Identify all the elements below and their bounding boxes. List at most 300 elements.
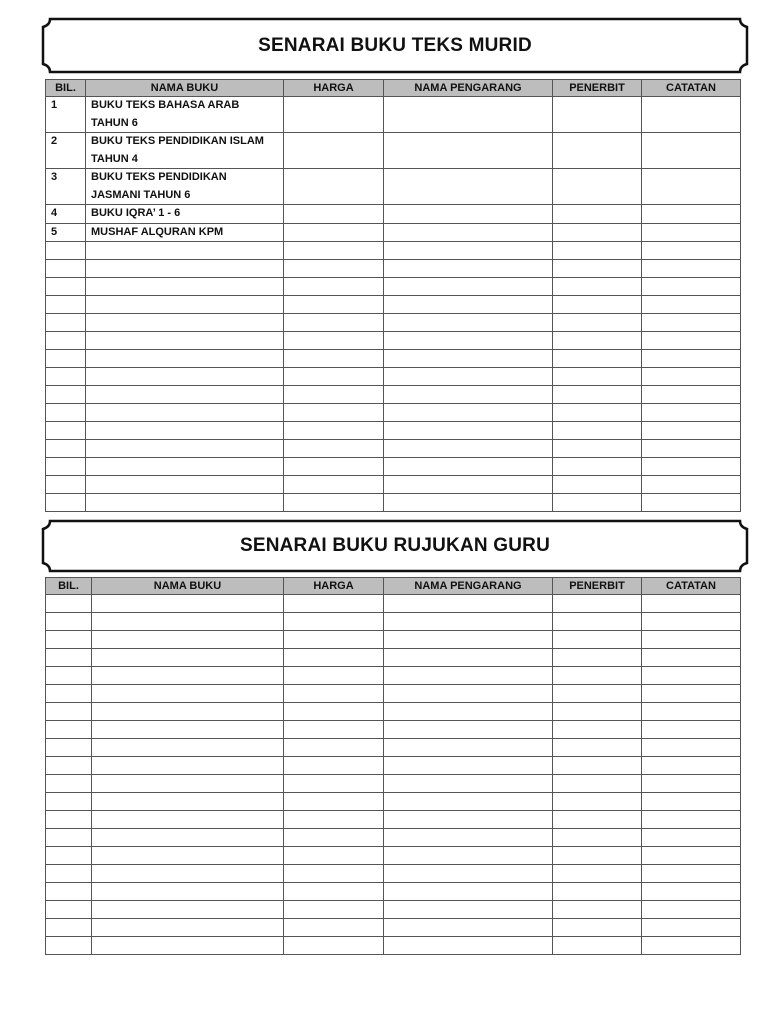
cell-nama-pengarang (384, 667, 553, 685)
cell-penerbit (553, 278, 642, 296)
table-row (46, 169, 741, 205)
cell-catatan (642, 332, 741, 350)
table-row (46, 205, 741, 224)
table-row (46, 386, 741, 404)
table-row (46, 649, 741, 667)
cell-nama-buku (92, 811, 284, 829)
cell-harga (284, 613, 384, 631)
cell-harga (284, 223, 384, 242)
cell-penerbit (553, 97, 642, 133)
cell-harga (284, 883, 384, 901)
cell-nama-pengarang (384, 793, 553, 811)
cell-bil (46, 350, 86, 368)
table-header-row (46, 80, 741, 97)
cell-nama-pengarang (384, 721, 553, 739)
cell-bil (46, 332, 86, 350)
cell-harga (284, 422, 384, 440)
cell-nama-pengarang (384, 685, 553, 703)
table-row (46, 242, 741, 260)
table-row (46, 883, 741, 901)
cell-bil (46, 739, 92, 757)
cell-nama-pengarang (384, 350, 553, 368)
cell-catatan (642, 133, 741, 169)
cell-harga (284, 811, 384, 829)
cell-bil (46, 494, 86, 512)
table-row (46, 133, 741, 169)
cell-harga (284, 937, 384, 955)
cell-nama-pengarang (384, 829, 553, 847)
cell-harga (284, 350, 384, 368)
cell-nama-buku (92, 919, 284, 937)
cell-catatan (642, 685, 741, 703)
cell-nama-pengarang (384, 458, 553, 476)
cell-catatan (642, 775, 741, 793)
cell-catatan (642, 865, 741, 883)
cell-harga (284, 595, 384, 613)
cell-catatan (642, 476, 741, 494)
cell-harga (284, 386, 384, 404)
cell-penerbit (553, 631, 642, 649)
cell-harga (284, 793, 384, 811)
cell-nama-buku (86, 494, 284, 512)
cell-catatan (642, 260, 741, 278)
cell-nama-buku (92, 901, 284, 919)
cell-nama-pengarang (384, 739, 553, 757)
table-row (46, 721, 741, 739)
cell-bil (46, 757, 92, 775)
cell-penerbit (553, 205, 642, 224)
cell-bil (46, 476, 86, 494)
column-header-penerbit: PENERBIT (553, 80, 642, 97)
textbook-table (45, 79, 741, 512)
cell-penerbit (553, 133, 642, 169)
table-row (46, 685, 741, 703)
table-row (46, 404, 741, 422)
cell-penerbit (553, 703, 642, 721)
cell-harga (284, 368, 384, 386)
cell-harga (284, 919, 384, 937)
column-header-catatan: CATATAN (642, 80, 741, 97)
section-banner-guru (40, 519, 750, 573)
table-row (46, 422, 741, 440)
cell-penerbit (553, 739, 642, 757)
column-header-nama-buku: NAMA BUKU (86, 80, 284, 97)
cell-penerbit (553, 476, 642, 494)
cell-harga (284, 296, 384, 314)
cell-harga (284, 242, 384, 260)
cell-penerbit (553, 757, 642, 775)
cell-catatan (642, 368, 741, 386)
table-row (46, 847, 741, 865)
cell-harga (284, 133, 384, 169)
cell-nama-pengarang (384, 703, 553, 721)
cell-nama-buku (86, 350, 284, 368)
cell-catatan (642, 883, 741, 901)
table-row (46, 97, 741, 133)
cell-bil (46, 242, 86, 260)
column-header-bil: BIL. (46, 80, 86, 97)
cell-bil (46, 703, 92, 721)
cell-penerbit (553, 169, 642, 205)
cell-harga (284, 476, 384, 494)
section-title: SENARAI BUKU RUJUKAN GURU (239, 535, 551, 556)
table-row (46, 703, 741, 721)
cell-nama-pengarang (384, 97, 553, 133)
cell-nama-buku (86, 260, 284, 278)
cell-catatan (642, 595, 741, 613)
cell-harga (284, 260, 384, 278)
cell-nama-buku (86, 422, 284, 440)
cell-bil (46, 937, 92, 955)
cell-nama-buku: BUKU TEKS PENDIDIKAN ISLAM TAHUN 4 (86, 133, 284, 169)
cell-nama-pengarang (384, 775, 553, 793)
cell-bil (46, 278, 86, 296)
cell-nama-buku (86, 368, 284, 386)
cell-penerbit (553, 793, 642, 811)
cell-penerbit (553, 314, 642, 332)
cell-nama-pengarang (384, 242, 553, 260)
cell-nama-buku (86, 386, 284, 404)
table-row (46, 919, 741, 937)
cell-harga (284, 829, 384, 847)
cell-catatan (642, 296, 741, 314)
cell-nama-buku (92, 667, 284, 685)
cell-penerbit (553, 296, 642, 314)
cell-bil: 1 (46, 97, 86, 133)
column-header-harga: HARGA (284, 578, 384, 595)
cell-penerbit (553, 494, 642, 512)
cell-penerbit (553, 667, 642, 685)
cell-penerbit (553, 458, 642, 476)
cell-harga (284, 332, 384, 350)
cell-nama-buku: MUSHAF ALQURAN KPM (86, 223, 284, 242)
table-header-row (46, 578, 741, 595)
cell-nama-pengarang (384, 223, 553, 242)
cell-penerbit (553, 883, 642, 901)
cell-harga (284, 739, 384, 757)
cell-bil (46, 811, 92, 829)
cell-catatan (642, 919, 741, 937)
cell-bil (46, 883, 92, 901)
cell-catatan (642, 205, 741, 224)
cell-nama-buku (92, 595, 284, 613)
cell-nama-buku (92, 613, 284, 631)
cell-nama-buku (86, 440, 284, 458)
cell-nama-buku: BUKU IQRA’ 1 - 6 (86, 205, 284, 224)
cell-catatan (642, 613, 741, 631)
table-row (46, 937, 741, 955)
cell-bil (46, 440, 86, 458)
cell-catatan (642, 631, 741, 649)
cell-harga (284, 703, 384, 721)
cell-bil (46, 685, 92, 703)
cell-nama-pengarang (384, 595, 553, 613)
cell-nama-pengarang (384, 386, 553, 404)
table-row (46, 757, 741, 775)
cell-nama-pengarang (384, 494, 553, 512)
cell-nama-pengarang (384, 278, 553, 296)
cell-nama-pengarang (384, 422, 553, 440)
cell-catatan (642, 242, 741, 260)
cell-harga (284, 901, 384, 919)
cell-bil (46, 901, 92, 919)
table-row (46, 260, 741, 278)
table-row (46, 368, 741, 386)
cell-catatan (642, 667, 741, 685)
column-header-catatan: CATATAN (642, 578, 741, 595)
cell-nama-buku (92, 775, 284, 793)
cell-nama-buku (92, 847, 284, 865)
cell-bil (46, 667, 92, 685)
cell-catatan (642, 494, 741, 512)
cell-catatan (642, 811, 741, 829)
cell-catatan (642, 350, 741, 368)
cell-catatan (642, 937, 741, 955)
column-header-nama-pengarang: NAMA PENGARANG (384, 578, 553, 595)
cell-harga (284, 721, 384, 739)
cell-nama-pengarang (384, 937, 553, 955)
cell-catatan (642, 422, 741, 440)
cell-nama-pengarang (384, 332, 553, 350)
cell-bil (46, 649, 92, 667)
cell-harga (284, 757, 384, 775)
cell-nama-pengarang (384, 314, 553, 332)
table-row (46, 739, 741, 757)
cell-bil (46, 613, 92, 631)
cell-bil (46, 865, 92, 883)
cell-nama-buku (92, 793, 284, 811)
cell-penerbit (553, 332, 642, 350)
cell-bil: 4 (46, 205, 86, 224)
cell-nama-buku (92, 649, 284, 667)
cell-penerbit (553, 901, 642, 919)
cell-penerbit (553, 811, 642, 829)
cell-harga (284, 494, 384, 512)
cell-bil (46, 847, 92, 865)
cell-nama-buku (92, 757, 284, 775)
cell-nama-buku (86, 242, 284, 260)
cell-bil: 3 (46, 169, 86, 205)
cell-bil (46, 314, 86, 332)
cell-penerbit (553, 223, 642, 242)
cell-nama-pengarang (384, 847, 553, 865)
cell-nama-pengarang (384, 440, 553, 458)
section-title: SENARAI BUKU TEKS MURID (258, 34, 532, 56)
cell-harga (284, 458, 384, 476)
cell-nama-buku (92, 883, 284, 901)
cell-bil (46, 404, 86, 422)
table-row (46, 613, 741, 631)
cell-catatan (642, 829, 741, 847)
cell-penerbit (553, 386, 642, 404)
table-row (46, 350, 741, 368)
cell-bil (46, 368, 86, 386)
cell-nama-buku (86, 314, 284, 332)
cell-penerbit (553, 260, 642, 278)
cell-catatan (642, 721, 741, 739)
cell-harga (284, 169, 384, 205)
cell-nama-pengarang (384, 883, 553, 901)
cell-nama-pengarang (384, 631, 553, 649)
cell-penerbit (553, 649, 642, 667)
table-row (46, 829, 741, 847)
cell-penerbit (553, 242, 642, 260)
table-row (46, 296, 741, 314)
cell-catatan (642, 97, 741, 133)
cell-nama-pengarang (384, 260, 553, 278)
table-row (46, 901, 741, 919)
cell-penerbit (553, 422, 642, 440)
cell-harga (284, 685, 384, 703)
table-row (46, 667, 741, 685)
cell-penerbit (553, 595, 642, 613)
cell-bil (46, 775, 92, 793)
cell-penerbit (553, 919, 642, 937)
cell-nama-pengarang (384, 404, 553, 422)
cell-nama-buku (86, 476, 284, 494)
cell-catatan (642, 169, 741, 205)
cell-nama-pengarang (384, 169, 553, 205)
cell-nama-buku (86, 296, 284, 314)
cell-nama-pengarang (384, 205, 553, 224)
cell-catatan (642, 739, 741, 757)
column-header-harga: HARGA (284, 80, 384, 97)
cell-penerbit (553, 865, 642, 883)
cell-bil: 2 (46, 133, 86, 169)
cell-nama-buku (92, 721, 284, 739)
cell-penerbit (553, 404, 642, 422)
table-row (46, 314, 741, 332)
cell-nama-pengarang (384, 757, 553, 775)
cell-nama-buku (92, 937, 284, 955)
table-row (46, 223, 741, 242)
cell-nama-pengarang (384, 476, 553, 494)
cell-penerbit (553, 829, 642, 847)
table-row (46, 278, 741, 296)
cell-catatan (642, 847, 741, 865)
cell-nama-buku (92, 865, 284, 883)
cell-catatan (642, 386, 741, 404)
cell-bil (46, 386, 86, 404)
cell-bil (46, 296, 86, 314)
table-row (46, 793, 741, 811)
cell-nama-buku (86, 332, 284, 350)
cell-nama-pengarang (384, 613, 553, 631)
table-row (46, 476, 741, 494)
cell-catatan (642, 223, 741, 242)
cell-harga (284, 667, 384, 685)
cell-bil (46, 260, 86, 278)
table-row (46, 440, 741, 458)
cell-nama-pengarang (384, 133, 553, 169)
cell-nama-pengarang (384, 296, 553, 314)
cell-nama-buku (92, 685, 284, 703)
cell-nama-pengarang (384, 368, 553, 386)
cell-harga (284, 847, 384, 865)
table-row (46, 775, 741, 793)
cell-catatan (642, 793, 741, 811)
cell-catatan (642, 649, 741, 667)
cell-bil (46, 422, 86, 440)
cell-nama-buku (86, 404, 284, 422)
column-header-penerbit: PENERBIT (553, 578, 642, 595)
cell-nama-pengarang (384, 901, 553, 919)
cell-penerbit (553, 937, 642, 955)
reference-book-table (45, 577, 741, 955)
cell-nama-buku (86, 458, 284, 476)
cell-nama-buku (92, 703, 284, 721)
table-row (46, 458, 741, 476)
cell-catatan (642, 404, 741, 422)
cell-penerbit (553, 613, 642, 631)
cell-nama-buku (92, 829, 284, 847)
section-banner-murid (40, 17, 750, 74)
column-header-nama-buku: NAMA BUKU (92, 578, 284, 595)
cell-penerbit (553, 368, 642, 386)
cell-catatan (642, 278, 741, 296)
cell-catatan (642, 458, 741, 476)
cell-harga (284, 205, 384, 224)
table-row (46, 631, 741, 649)
cell-nama-buku: BUKU TEKS BAHASA ARAB TAHUN 6 (86, 97, 284, 133)
cell-catatan (642, 703, 741, 721)
cell-bil (46, 631, 92, 649)
cell-bil (46, 458, 86, 476)
cell-catatan (642, 901, 741, 919)
cell-catatan (642, 440, 741, 458)
cell-penerbit (553, 847, 642, 865)
table-row (46, 865, 741, 883)
cell-nama-pengarang (384, 865, 553, 883)
cell-nama-buku (92, 631, 284, 649)
table-row (46, 811, 741, 829)
cell-penerbit (553, 721, 642, 739)
cell-nama-buku: BUKU TEKS PENDIDIKAN JASMANI TAHUN 6 (86, 169, 284, 205)
cell-nama-buku (92, 739, 284, 757)
cell-harga (284, 314, 384, 332)
cell-penerbit (553, 350, 642, 368)
cell-penerbit (553, 440, 642, 458)
cell-bil (46, 919, 92, 937)
cell-harga (284, 278, 384, 296)
table-row (46, 332, 741, 350)
cell-harga (284, 775, 384, 793)
cell-bil (46, 829, 92, 847)
cell-harga (284, 631, 384, 649)
cell-harga (284, 440, 384, 458)
cell-harga (284, 865, 384, 883)
cell-catatan (642, 757, 741, 775)
cell-bil (46, 595, 92, 613)
cell-catatan (642, 314, 741, 332)
cell-penerbit (553, 685, 642, 703)
cell-nama-pengarang (384, 919, 553, 937)
cell-bil (46, 793, 92, 811)
column-header-nama-pengarang: NAMA PENGARANG (384, 80, 553, 97)
column-header-bil: BIL. (46, 578, 92, 595)
cell-harga (284, 404, 384, 422)
table-row (46, 494, 741, 512)
cell-nama-pengarang (384, 811, 553, 829)
cell-nama-pengarang (384, 649, 553, 667)
cell-penerbit (553, 775, 642, 793)
cell-nama-buku (86, 278, 284, 296)
table-row (46, 595, 741, 613)
cell-harga (284, 97, 384, 133)
cell-bil (46, 721, 92, 739)
cell-harga (284, 649, 384, 667)
cell-bil: 5 (46, 223, 86, 242)
